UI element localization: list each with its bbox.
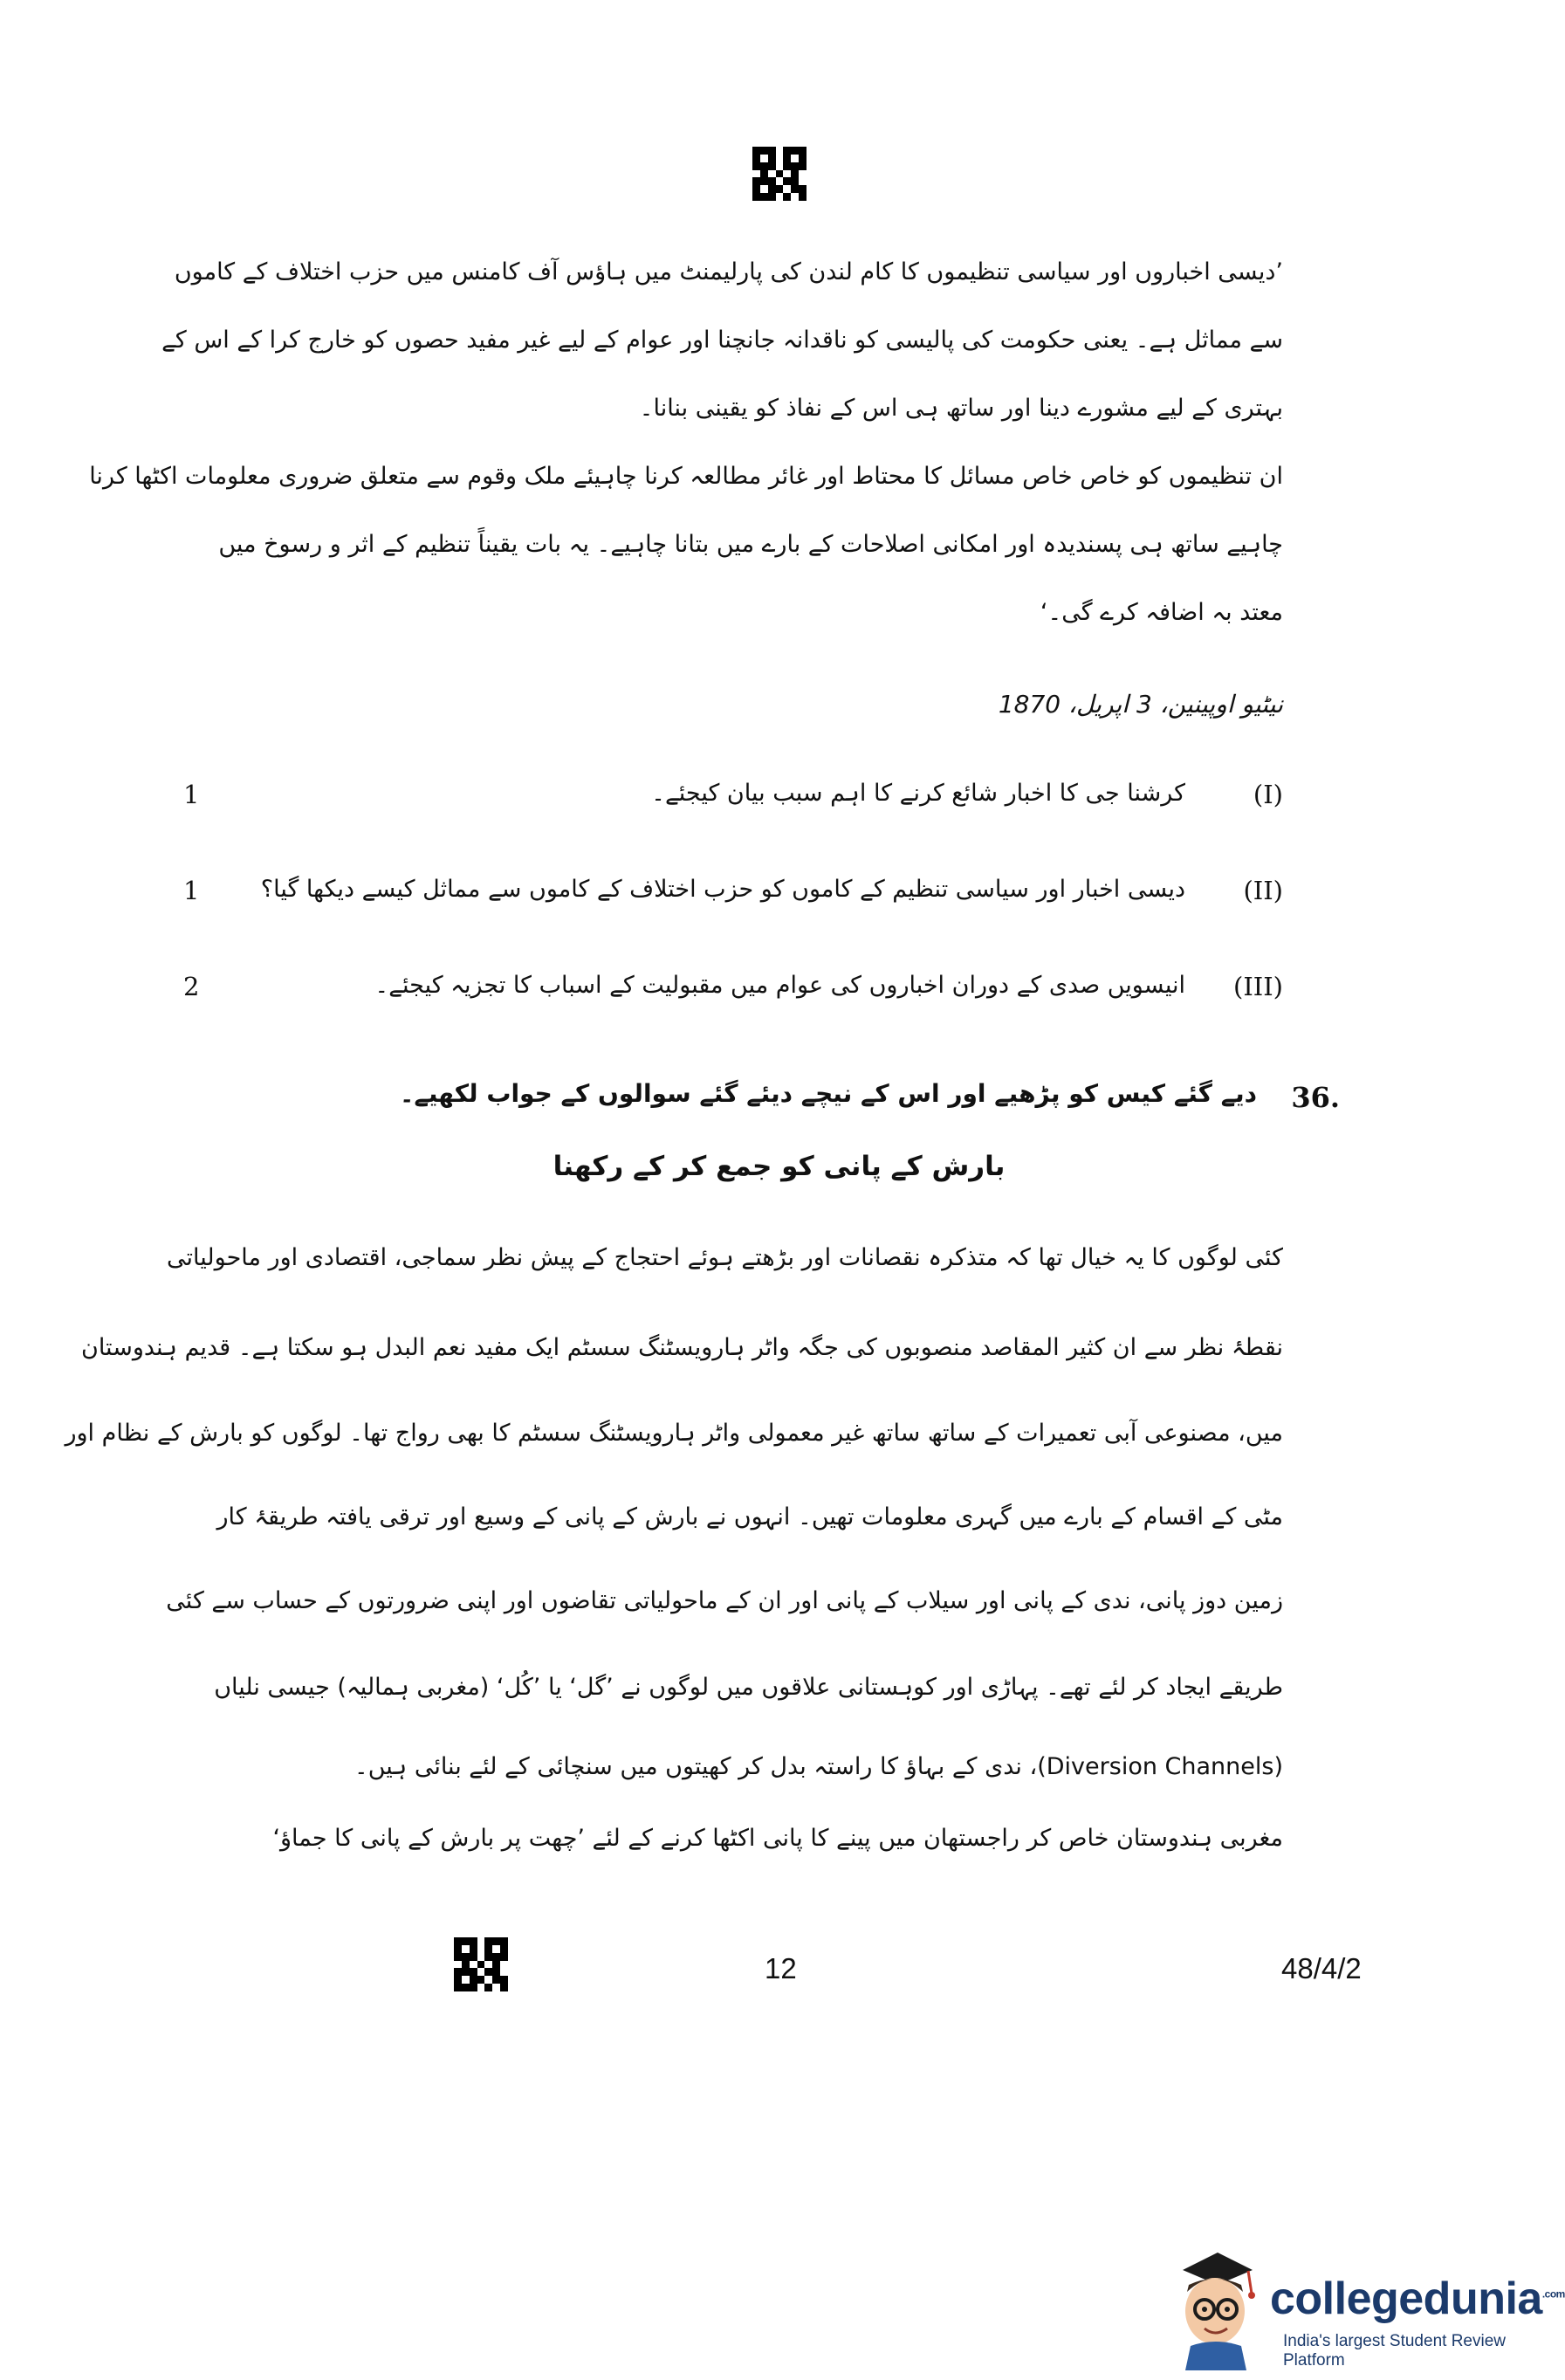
qr-cell <box>776 147 784 155</box>
qr-cell <box>791 185 799 193</box>
qr-cell <box>791 147 799 155</box>
qr-cell <box>752 170 760 178</box>
question-label: (II) <box>1243 876 1283 905</box>
qr-cell <box>500 1953 508 1961</box>
case-line: (Diversion Channels)، ندی کے بہاؤ کا راستہ بدل کر کھیتوں میں سنچائی کے لئے بنائی ہیں۔ <box>353 1753 1283 1780</box>
qr-cell <box>760 185 768 193</box>
qr-cell <box>791 162 799 170</box>
qr-cell <box>768 162 776 170</box>
question-text: کرشنا جی کا اخبار شائع کرنے کا اہم سبب بیان کیجئے۔ <box>651 780 1185 807</box>
qr-cell <box>768 193 776 201</box>
qr-cell <box>783 155 791 162</box>
qr-cell <box>492 1953 500 1961</box>
qr-cell <box>783 162 791 170</box>
qr-cell <box>492 1945 500 1953</box>
qr-cell <box>752 177 760 185</box>
qr-cell <box>776 162 784 170</box>
qr-code-top <box>752 147 807 201</box>
qr-cell <box>462 1953 470 1961</box>
qr-cell <box>783 193 791 201</box>
case-line: کئی لوگوں کا یہ خیال تھا کہ متذکرہ نقصانات اور بڑھتے ہوئے احتجاج کے پیش نظر سماجی، اقتصادی اور ماحولیاتی <box>167 1244 1283 1271</box>
qr-cell <box>454 1976 462 1984</box>
qr-cell <box>500 1937 508 1945</box>
passage-source: نیٹیو اوپینین، 3 اپریل، 1870 <box>998 690 1283 719</box>
qr-cell <box>783 185 791 193</box>
qr-cell <box>799 155 807 162</box>
qr-cell <box>799 185 807 193</box>
qr-cell <box>462 1968 470 1976</box>
qr-cell <box>500 1945 508 1953</box>
qr-cell <box>783 170 791 178</box>
qr-cell <box>454 1945 462 1953</box>
qr-cell <box>752 185 760 193</box>
case-line: زمین دوز پانی، ندی کے پانی اور سیلاب کے پانی اور ان کے ماحولیاتی تقاضوں اور اپنی ضرورتوں کے حساب سے کئی <box>166 1587 1283 1614</box>
qr-cell <box>752 147 760 155</box>
qr-cell <box>454 1953 462 1961</box>
case-line: نقطۂ نظر سے ان کثیر المقاصد منصوبوں کی جگہ واٹر ہارویسٹنگ سسٹم ایک مفید نعم البدل ہو سکتا ہے۔ قدیم ہندوستان <box>81 1334 1283 1361</box>
qr-cell <box>462 1976 470 1984</box>
qr-cell <box>477 1961 485 1969</box>
qr-cell <box>492 1937 500 1945</box>
page-number: 12 <box>765 1952 797 1984</box>
qr-cell <box>470 1953 477 1961</box>
qr-cell <box>500 1976 508 1984</box>
qr-cell <box>799 177 807 185</box>
qr-cell <box>776 193 784 201</box>
passage-line: بہتری کے لیے مشورے دینا اور ساتھ ہی اس کے نفاذ کو یقینی بنانا۔ <box>639 395 1283 422</box>
brand-name-text: collegedunia <box>1270 2273 1542 2324</box>
qr-cell <box>783 177 791 185</box>
qr-cell <box>484 1953 492 1961</box>
qr-cell <box>462 1937 470 1945</box>
qr-cell <box>791 155 799 162</box>
qr-cell <box>799 193 807 201</box>
brand-tagline: India's largest Student Review Platform <box>1283 2332 1506 2370</box>
qr-cell <box>799 170 807 178</box>
collegedunia-watermark <box>1157 2231 1565 2380</box>
question-text: دیسی اخبار اور سیاسی تنظیم کے کاموں کو حزب اختلاف کے کاموں سے مماثل کیسے دیکھا گیا؟ <box>260 876 1185 903</box>
qr-cell <box>470 1976 477 1984</box>
brand-dotcom: .com <box>1541 2287 1565 2301</box>
qr-cell <box>484 1945 492 1953</box>
qr-cell <box>752 155 760 162</box>
qr-cell <box>454 1937 462 1945</box>
qr-cell <box>776 170 784 178</box>
qr-cell <box>454 1961 462 1969</box>
question-instruction: دیے گئے کیس کو پڑھیے اور اس کے نیچے دیئے گئے سوالوں کے جواب لکھیے۔ <box>400 1079 1257 1108</box>
qr-cell <box>470 1961 477 1969</box>
qr-cell <box>768 155 776 162</box>
qr-cell <box>477 1953 485 1961</box>
passage-line: سے مماثل ہے۔ یعنی حکومت کی پالیسی کو ناقدانہ جانچنا اور عوام کے لیے غیر مفید حصوں کو خارج کرا کے اس کے <box>161 327 1283 354</box>
qr-cell <box>760 170 768 178</box>
qr-cell <box>752 162 760 170</box>
qr-cell <box>500 1968 508 1976</box>
sub-question-3 <box>183 972 1283 1007</box>
brand-name <box>1270 2273 1565 2325</box>
sub-question-2 <box>183 876 1283 911</box>
qr-cell <box>470 1945 477 1953</box>
qr-cell <box>752 193 760 201</box>
qr-cell <box>454 1968 462 1976</box>
qr-cell <box>477 1945 485 1953</box>
case-title: بارش کے پانی کو جمع کر کے رکھنا <box>553 1151 1006 1182</box>
qr-cell <box>454 1984 462 1991</box>
passage-line: ان تنظیموں کو خاص خاص مسائل کا محتاط اور غائر مطالعہ کرنا چاہیئے ملک وقوم سے متعلق ضروری معلومات اکٹھا کرنا <box>89 463 1283 490</box>
question-marks: 2 <box>183 972 200 1001</box>
question-label: (III) <box>1233 972 1283 1001</box>
question-marks: 1 <box>183 780 200 809</box>
qr-cell <box>477 1976 485 1984</box>
question-label: (I) <box>1253 780 1283 809</box>
qr-cell <box>462 1961 470 1969</box>
passage-line: چاہیے ساتھ ہی پسندیدہ اور امکانی اصلاحات کے بارے میں بتانا چاہیے۔ یہ بات یقیناً تنظیم کے اثر و رسوخ میں <box>218 531 1283 558</box>
qr-cell <box>776 177 784 185</box>
qr-cell <box>477 1937 485 1945</box>
qr-cell <box>791 193 799 201</box>
qr-cell <box>492 1961 500 1969</box>
qr-cell <box>791 170 799 178</box>
qr-cell <box>760 177 768 185</box>
qr-cell <box>470 1968 477 1976</box>
question-number: 36. <box>1291 1081 1340 1114</box>
qr-cell <box>484 1984 492 1991</box>
mascot-icon <box>1161 2239 1266 2370</box>
passage-line: ’دیسی اخباروں اور سیاسی تنظیموں کا کام لندن کی پارلیمنٹ میں ہاؤس آف کامنس میں حزب اختلاف کے کاموں <box>174 258 1283 285</box>
qr-cell <box>470 1937 477 1945</box>
qr-cell <box>799 162 807 170</box>
qr-cell <box>492 1968 500 1976</box>
qr-cell <box>768 177 776 185</box>
case-line: طریقے ایجاد کر لئے تھے۔ پہاڑی اور کوہستانی علاقوں میں لوگوں نے ’گل‘ یا ’کُل‘ (مغربی ہمالیہ) جیسی نلیاں <box>214 1674 1283 1701</box>
qr-cell <box>783 147 791 155</box>
qr-cell <box>760 162 768 170</box>
qr-cell <box>799 147 807 155</box>
qr-cell <box>500 1984 508 1991</box>
qr-cell <box>484 1968 492 1976</box>
qr-cell <box>492 1984 500 1991</box>
qr-cell <box>500 1961 508 1969</box>
qr-cell <box>462 1984 470 1991</box>
qr-cell <box>768 170 776 178</box>
qr-cell <box>776 155 784 162</box>
qr-cell <box>462 1945 470 1953</box>
qr-cell <box>760 147 768 155</box>
qr-cell <box>776 185 784 193</box>
qr-cell <box>484 1937 492 1945</box>
sub-question-1 <box>183 780 1283 815</box>
qr-cell <box>484 1976 492 1984</box>
qr-cell <box>760 193 768 201</box>
question-text: انیسویں صدی کے دوران اخباروں کی عوام میں مقبولیت کے اسباب کا تجزیہ کیجئے۔ <box>374 972 1185 999</box>
qr-cell <box>477 1984 485 1991</box>
question-marks: 1 <box>183 876 200 905</box>
case-line: مغربی ہندوستان خاص کر راجستھان میں پینے کا پانی اکٹھا کرنے کے لئے ’چھت پر بارش کے پانی کا جماؤ‘ <box>272 1825 1283 1852</box>
qr-cell <box>484 1961 492 1969</box>
qr-cell <box>470 1984 477 1991</box>
qr-cell <box>791 177 799 185</box>
qr-cell <box>492 1976 500 1984</box>
case-line: مٹی کے اقسام کے بارے میں گہری معلومات تھیں۔ انہوں نے بارش کے پانی کے وسیع اور ترقی یافتہ طریقۂ کار <box>216 1503 1283 1530</box>
case-line: میں، مصنوعی آبی تعمیرات کے ساتھ ساتھ غیر معمولی واٹر ہارویسٹنگ سسٹم کا بھی رواج تھا۔ لوگوں کو بارش کے نظام اور <box>65 1420 1283 1447</box>
paper-code: 48/4/2 <box>1281 1952 1362 1984</box>
qr-cell <box>477 1968 485 1976</box>
qr-cell <box>768 147 776 155</box>
qr-cell <box>768 185 776 193</box>
qr-cell <box>760 155 768 162</box>
passage-line: معتد بہ اضافہ کرے گی۔‘ <box>1040 599 1283 626</box>
qr-code-bottom <box>454 1937 508 1991</box>
